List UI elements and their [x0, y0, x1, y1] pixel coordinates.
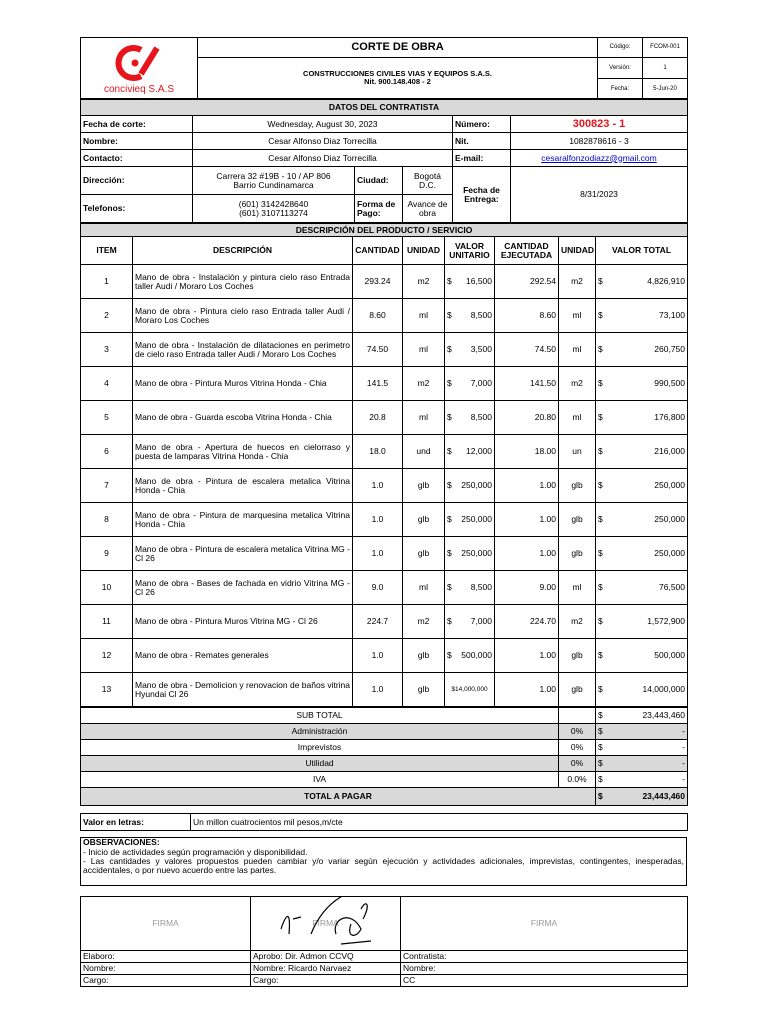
row-unidad-2: glb: [559, 639, 596, 673]
nombre-contratista: Nombre:: [401, 963, 688, 975]
row-cantidad-ejecutada: 74.50: [495, 333, 559, 367]
currency-sign: $: [598, 310, 603, 321]
subtotal-pct: [559, 708, 596, 724]
row-item: 1: [81, 265, 133, 299]
fecha-corte-value: Wednesday, August 30, 2023: [193, 116, 453, 133]
currency-sign: $: [598, 412, 603, 423]
observaciones-line-1: - Inicio de actividades según programación y disponibilidad.: [83, 846, 308, 857]
codigo-label: Código:: [598, 38, 643, 58]
row-unidad: m2: [403, 265, 445, 299]
row-descripcion: Mano de obra - Instalaciòn y pintura cielo raso Entrada taller Audi / Moraro Los Coches: [133, 265, 353, 299]
row-unidad-2: glb: [559, 469, 596, 503]
row-item: 12: [81, 639, 133, 673]
row-cantidad-ejecutada: 1.00: [495, 673, 559, 707]
contacto-value: Cesar Alfonso Diaz Torrecilla: [193, 150, 453, 167]
letras-table: [80, 813, 688, 831]
row-item: 11: [81, 605, 133, 639]
letras-label: Valor en letras:: [81, 814, 191, 831]
currency-sign: $: [598, 446, 603, 457]
row-unidad-2: ml: [559, 571, 596, 605]
row-cantidad: 74.50: [353, 333, 403, 367]
row-descripcion: Mano de obra - Bases de fachada en vidrio Vitrina MG - Cl 26: [133, 571, 353, 605]
row-cantidad: 224.7: [353, 605, 403, 639]
products-section-title: DESCRIPCIÓN DEL PRODUCTO / SERVICIO: [81, 224, 688, 237]
imprevistos-pct: 0%: [559, 740, 596, 756]
company-name: CONSTRUCCIONES CIVILES VIAS Y EQUIPOS S.A.S.: [303, 68, 492, 78]
row-unidad-2: glb: [559, 503, 596, 537]
row-descripcion: Mano de obra - Apertura de huecos en cielorraso y puesta de lamparas Vitrina Honda - Chia: [133, 435, 353, 469]
subtotal-value: [596, 708, 688, 724]
row-item: 5: [81, 401, 133, 435]
row-valor-amount: 8,500: [470, 582, 492, 593]
fecha-corte-label: Fecha de corte:: [81, 116, 193, 133]
row-item: 3: [81, 333, 133, 367]
row-item: 8: [81, 503, 133, 537]
row-valor-total: [596, 605, 688, 639]
fecha-label: Fecha:: [598, 79, 643, 99]
row-total-amount: 990,500: [654, 378, 686, 389]
row-unidad: ml: [403, 571, 445, 605]
document-title: CORTE DE OBRA: [198, 38, 598, 58]
row-cantidad: 20.8: [353, 401, 403, 435]
currency-sign: $: [598, 616, 603, 627]
row-valor-amount: 7,000: [470, 616, 492, 627]
row-unidad: m2: [403, 367, 445, 401]
row-cantidad: 1.0: [353, 639, 403, 673]
company-info: [198, 58, 598, 99]
table-row: [81, 401, 688, 435]
currency-sign: $: [598, 276, 603, 287]
currency-sign: $: [598, 684, 603, 695]
col-valor-unitario: [445, 237, 495, 265]
table-row: [81, 673, 688, 707]
row-item: 13: [81, 673, 133, 707]
row-total-amount: 216,000: [654, 446, 686, 457]
email-link[interactable]: cesaralfonzodiazz@gmail.com: [511, 150, 688, 167]
col-ejec-line-2: EJECUTADA: [500, 249, 553, 260]
admin-label: Administración: [81, 724, 559, 740]
direccion-line-1: Carrera 32 #19B - 10 / AP 806: [216, 170, 331, 181]
firma-elaboro: FIRMA: [81, 897, 251, 951]
col-item: ITEM: [81, 237, 133, 265]
currency-sign: $: [447, 582, 452, 593]
row-descripcion: Mano de obra - Pintura de escalera metalica Vitrina MG - Cl 26: [133, 537, 353, 571]
table-row: [81, 503, 688, 537]
iva-amount: -: [682, 774, 685, 785]
signature-icon: [251, 897, 401, 950]
iva-label: IVA: [81, 772, 559, 788]
row-cantidad-ejecutada: 20.80: [495, 401, 559, 435]
table-row: [81, 605, 688, 639]
row-unidad-2: ml: [559, 299, 596, 333]
contratista-section-title: DATOS DEL CONTRATISTA: [81, 100, 688, 116]
row-unidad-2: un: [559, 435, 596, 469]
row-cantidad-ejecutada: 8.60: [495, 299, 559, 333]
firma-aprobo: [251, 897, 401, 951]
total-amount: 23,443,460: [642, 791, 685, 802]
table-row: [81, 333, 688, 367]
direccion-label: Dirección:: [81, 167, 193, 195]
forma-pago-value: Avance de obra: [403, 195, 453, 223]
email-label: E-mail:: [453, 150, 511, 167]
row-valor-unitario: [445, 503, 495, 537]
concivieq-logo-icon: [83, 38, 195, 96]
row-unidad-2: m2: [559, 367, 596, 401]
telefonos-value: [193, 195, 355, 223]
row-unidad-2: m2: [559, 605, 596, 639]
currency-sign: $: [598, 758, 603, 769]
row-valor-total: [596, 265, 688, 299]
row-total-amount: 1,572,900: [647, 616, 686, 627]
row-valor-unitario: [445, 469, 495, 503]
svg-text:concivieq S.A.S: concivieq S.A.S: [103, 84, 175, 95]
row-valor-total: [596, 537, 688, 571]
col-ejec-line-1: CANTIDAD: [504, 240, 549, 251]
currency-sign: $: [598, 774, 603, 785]
row-total-amount: 250,000: [654, 548, 686, 559]
nombre-aprobo: Nombre: Ricardo Narvaez: [251, 963, 401, 975]
row-item: 4: [81, 367, 133, 401]
row-total-amount: 500,000: [654, 650, 686, 661]
row-descripcion: Mano de obra - Remates generales: [133, 639, 353, 673]
currency-sign: $: [447, 412, 452, 423]
row-cantidad: 1.0: [353, 503, 403, 537]
numero-label: Número:: [453, 116, 511, 133]
row-valor-amount: 12,000: [466, 446, 492, 457]
imprevistos-amount: -: [682, 742, 685, 753]
telefono-1: (601) 3142428640: [238, 198, 309, 209]
observaciones-table: [80, 837, 687, 886]
row-total-amount: 250,000: [654, 514, 686, 525]
row-valor-amount: 8,500: [470, 310, 492, 321]
row-cantidad: 1.0: [353, 537, 403, 571]
row-descripcion: Mano de obra - Demolicion y renovacion de baños vitrina Hyundai Cl 26: [133, 673, 353, 707]
letras-value: Un millon cuatrocientos mil pesos,m/cte: [191, 814, 688, 831]
row-unidad: glb: [403, 469, 445, 503]
observaciones-title: OBSERVACIONES:: [83, 837, 160, 848]
row-descripcion: Mano de obra - Pintura Muros Vitrina Honda - Chia: [133, 367, 353, 401]
ciudad-value: Bogotá D.C.: [403, 167, 453, 195]
col-valor-total: VALOR TOTAL: [596, 237, 688, 265]
currency-sign: $: [598, 726, 603, 737]
row-valor-total: [596, 299, 688, 333]
firma-contratista: FIRMA: [401, 897, 688, 951]
currency-sign: $: [447, 548, 452, 559]
utilidad-pct: 0%: [559, 756, 596, 772]
row-valor-amount: 250,000: [461, 514, 492, 525]
row-valor-total: [596, 469, 688, 503]
row-valor-unitario: [445, 571, 495, 605]
row-valor-unitario: [445, 435, 495, 469]
contratista-table: [80, 99, 688, 223]
forma-pago-label: Forma de Pago:: [355, 195, 403, 223]
row-valor-unitario: [445, 639, 495, 673]
row-cantidad: 293.24: [353, 265, 403, 299]
currency-sign: $: [598, 514, 603, 525]
numero-value: 300823 - 1: [511, 116, 688, 133]
cargo-aprobo: Cargo:: [251, 975, 401, 987]
ciudad-label: Ciudad:: [355, 167, 403, 195]
row-valor-amount: 7,000: [470, 378, 492, 389]
table-row: [81, 265, 688, 299]
nombre-elaboro-label: Nombre:: [81, 963, 251, 975]
utilidad-amount: -: [682, 758, 685, 769]
direccion-value: [193, 167, 355, 195]
nit-value: 1082878616 - 3: [511, 133, 688, 150]
row-cantidad-ejecutada: 292.54: [495, 265, 559, 299]
row-total-amount: 76,500: [659, 582, 686, 593]
row-valor-unitario: [445, 333, 495, 367]
row-cantidad-ejecutada: 1.00: [495, 503, 559, 537]
row-valor-amount: 3,500: [470, 344, 492, 355]
row-descripcion: Mano de obra - Pintura de marquesina metalica Vitrina Honda - Chia: [133, 503, 353, 537]
col-unidad-2: UNIDAD: [559, 237, 596, 265]
table-row: [81, 639, 688, 673]
total-pagar-value: [596, 788, 688, 806]
firma-aprobo-label: FIRMA: [312, 918, 339, 929]
currency-sign: $: [447, 378, 452, 389]
row-unidad: glb: [403, 503, 445, 537]
currency-sign: $: [598, 548, 603, 559]
currency-sign: $: [447, 310, 452, 321]
utilidad-label: Utilidad: [81, 756, 559, 772]
row-cantidad-ejecutada: 224.70: [495, 605, 559, 639]
currency-sign: $: [447, 446, 452, 457]
currency-sign: $: [598, 710, 603, 721]
admin-value: [596, 724, 688, 740]
product-rows: [81, 265, 688, 707]
observaciones-line-2: - Las cantidades y valores propuestos pueden cambiar y/o variar según ejecución y actividades adicionales, imprevistas, contingentes, inesperadas, accidentales, o por nuevo acuerdo entre las partes.: [83, 856, 684, 876]
table-row: [81, 469, 688, 503]
row-valor-unitario: [445, 605, 495, 639]
row-valor-unitario: [445, 401, 495, 435]
row-total-amount: 14,000,000: [642, 684, 686, 695]
row-unidad: ml: [403, 401, 445, 435]
row-descripcion: Mano de obra - Pintura de escalera metalica Vitrina Honda - Chia: [133, 469, 353, 503]
row-cantidad: 8.60: [353, 299, 403, 333]
row-valor-unitario: [445, 537, 495, 571]
row-valor-amount: 250,000: [461, 480, 492, 491]
row-valor-total: [596, 503, 688, 537]
row-valor-amount: 8,500: [470, 412, 492, 423]
row-item: 2: [81, 299, 133, 333]
row-total-amount: 4,826,910: [647, 276, 686, 287]
row-unidad-2: m2: [559, 265, 596, 299]
aprobo-label: Aprobo: Dir. Admon CCVQ: [251, 951, 401, 963]
products-table: [80, 223, 688, 707]
row-unidad: glb: [403, 537, 445, 571]
row-valor-amount: 250,000: [461, 548, 492, 559]
row-total-amount: 260,750: [654, 344, 686, 355]
imprevistos-value: [596, 740, 688, 756]
col-valor-line-1: VALOR: [454, 240, 485, 251]
row-valor-total: [596, 333, 688, 367]
row-valor-total: [596, 639, 688, 673]
row-unidad: glb: [403, 639, 445, 673]
subtotal-label: SUB TOTAL: [81, 708, 559, 724]
currency-sign: $: [598, 378, 603, 389]
row-valor-amount: 16,500: [466, 276, 492, 287]
nombre-label: Nombre:: [81, 133, 193, 150]
row-unidad: ml: [403, 333, 445, 367]
row-unidad: und: [403, 435, 445, 469]
row-cantidad-ejecutada: 1.00: [495, 537, 559, 571]
row-valor-total: [596, 435, 688, 469]
row-item: 7: [81, 469, 133, 503]
row-cantidad-ejecutada: 141.50: [495, 367, 559, 401]
row-cantidad: 18.0: [353, 435, 403, 469]
contratista-label: Contratista:: [401, 951, 688, 963]
cargo-elaboro-label: Cargo:: [81, 975, 251, 987]
row-cantidad-ejecutada: 1.00: [495, 639, 559, 673]
utilidad-value: [596, 756, 688, 772]
row-unidad: glb: [403, 673, 445, 707]
row-cantidad: 9.0: [353, 571, 403, 605]
row-item: 10: [81, 571, 133, 605]
currency-sign: $: [447, 276, 452, 287]
row-unidad-2: glb: [559, 673, 596, 707]
currency-sign: $: [598, 344, 603, 355]
row-cantidad-ejecutada: 18.00: [495, 435, 559, 469]
admin-pct: 0%: [559, 724, 596, 740]
nombre-value: Cesar Alfonso Diaz Torrecilla: [193, 133, 453, 150]
telefono-2: (601) 3107113274: [239, 207, 308, 218]
row-descripcion: Mano de obra - Guarda escoba Vitrina Honda - Chia: [133, 401, 353, 435]
currency-sign: $: [447, 480, 452, 491]
row-unidad-2: ml: [559, 401, 596, 435]
currency-sign: $: [447, 650, 452, 661]
telefonos-label: Telefonos:: [81, 195, 193, 223]
iva-pct: 0.0%: [559, 772, 596, 788]
total-pagar-label: TOTAL A PAGAR: [81, 788, 596, 806]
currency-sign: $: [447, 344, 452, 355]
currency-sign: $: [447, 616, 452, 627]
nit-label: Nit.: [453, 133, 511, 150]
admin-amount: -: [682, 726, 685, 737]
row-valor-total: [596, 673, 688, 707]
row-cantidad: 1.0: [353, 469, 403, 503]
currency-sign: $: [598, 582, 603, 593]
subtotal-amount: 23,443,460: [642, 710, 685, 721]
table-row: [81, 299, 688, 333]
row-valor-unitario: $14,000,000: [445, 673, 495, 707]
table-row: [81, 435, 688, 469]
company-logo: [81, 38, 198, 99]
row-cantidad-ejecutada: 1.00: [495, 469, 559, 503]
totals-table: [80, 707, 688, 806]
row-total-amount: 73,100: [659, 310, 686, 321]
table-row: [81, 537, 688, 571]
col-cantidad-ejecutada: [495, 237, 559, 265]
currency-sign: $: [598, 480, 603, 491]
fecha-entrega-value: 8/31/2023: [511, 167, 688, 223]
table-row: [81, 571, 688, 605]
observaciones-box: [81, 838, 687, 886]
elaboro-label: Elaboro:: [81, 951, 251, 963]
col-cantidad: CANTIDAD: [353, 237, 403, 265]
row-unidad: ml: [403, 299, 445, 333]
version-value: 1: [643, 58, 688, 79]
row-descripcion: Mano de obra - Instalación de dilataciones en perimetro de cielo raso Entrada taller Audi / Moraro Los Coches: [133, 333, 353, 367]
iva-value: [596, 772, 688, 788]
company-nit: Nit. 900.148.408 - 2: [364, 77, 431, 87]
col-valor-line-2: UNITARIO: [449, 249, 490, 260]
contacto-label: Contacto:: [81, 150, 193, 167]
products-header-row: [81, 237, 688, 265]
table-row: [81, 367, 688, 401]
direccion-line-2: Barrio Cundinamarca: [233, 179, 314, 190]
currency-sign: $: [598, 742, 603, 753]
row-valor-unitario: [445, 367, 495, 401]
row-valor-total: [596, 367, 688, 401]
row-valor-total: [596, 401, 688, 435]
row-descripcion: Mano de obra - Pintura cielo raso Entrada taller Audi / Moraro Los Coches: [133, 299, 353, 333]
row-cantidad: 1.0: [353, 673, 403, 707]
row-valor-total: [596, 571, 688, 605]
currency-sign: $: [598, 650, 603, 661]
row-cantidad-ejecutada: 9.00: [495, 571, 559, 605]
row-descripcion: Mano de obra - Pintura Muros Vitrina MG - Cl 26: [133, 605, 353, 639]
row-valor-unitario: [445, 265, 495, 299]
fecha-entrega-label: Fecha de Entrega:: [453, 167, 511, 223]
cargo-contratista: CC: [401, 975, 688, 987]
header-table: [80, 37, 688, 99]
col-descripcion: DESCRIPCIÓN: [133, 237, 353, 265]
fecha-value: 5-Jun-20: [643, 79, 688, 99]
row-total-amount: 250,000: [654, 480, 686, 491]
row-unidad-2: ml: [559, 333, 596, 367]
currency-sign: $: [447, 514, 452, 525]
currency-sign: $: [598, 791, 603, 802]
firmas-table: [80, 896, 688, 987]
row-item: 9: [81, 537, 133, 571]
row-item: 6: [81, 435, 133, 469]
document-sheet: [80, 37, 687, 987]
col-unidad: UNIDAD: [403, 237, 445, 265]
row-unidad-2: glb: [559, 537, 596, 571]
row-total-amount: 176,800: [654, 412, 686, 423]
row-cantidad: 141.5: [353, 367, 403, 401]
row-valor-unitario: [445, 299, 495, 333]
version-label: Versión:: [598, 58, 643, 79]
row-unidad: m2: [403, 605, 445, 639]
codigo-value: FCOM-001: [643, 38, 688, 58]
imprevistos-label: Imprevistos: [81, 740, 559, 756]
row-valor-amount: 500,000: [461, 650, 492, 661]
